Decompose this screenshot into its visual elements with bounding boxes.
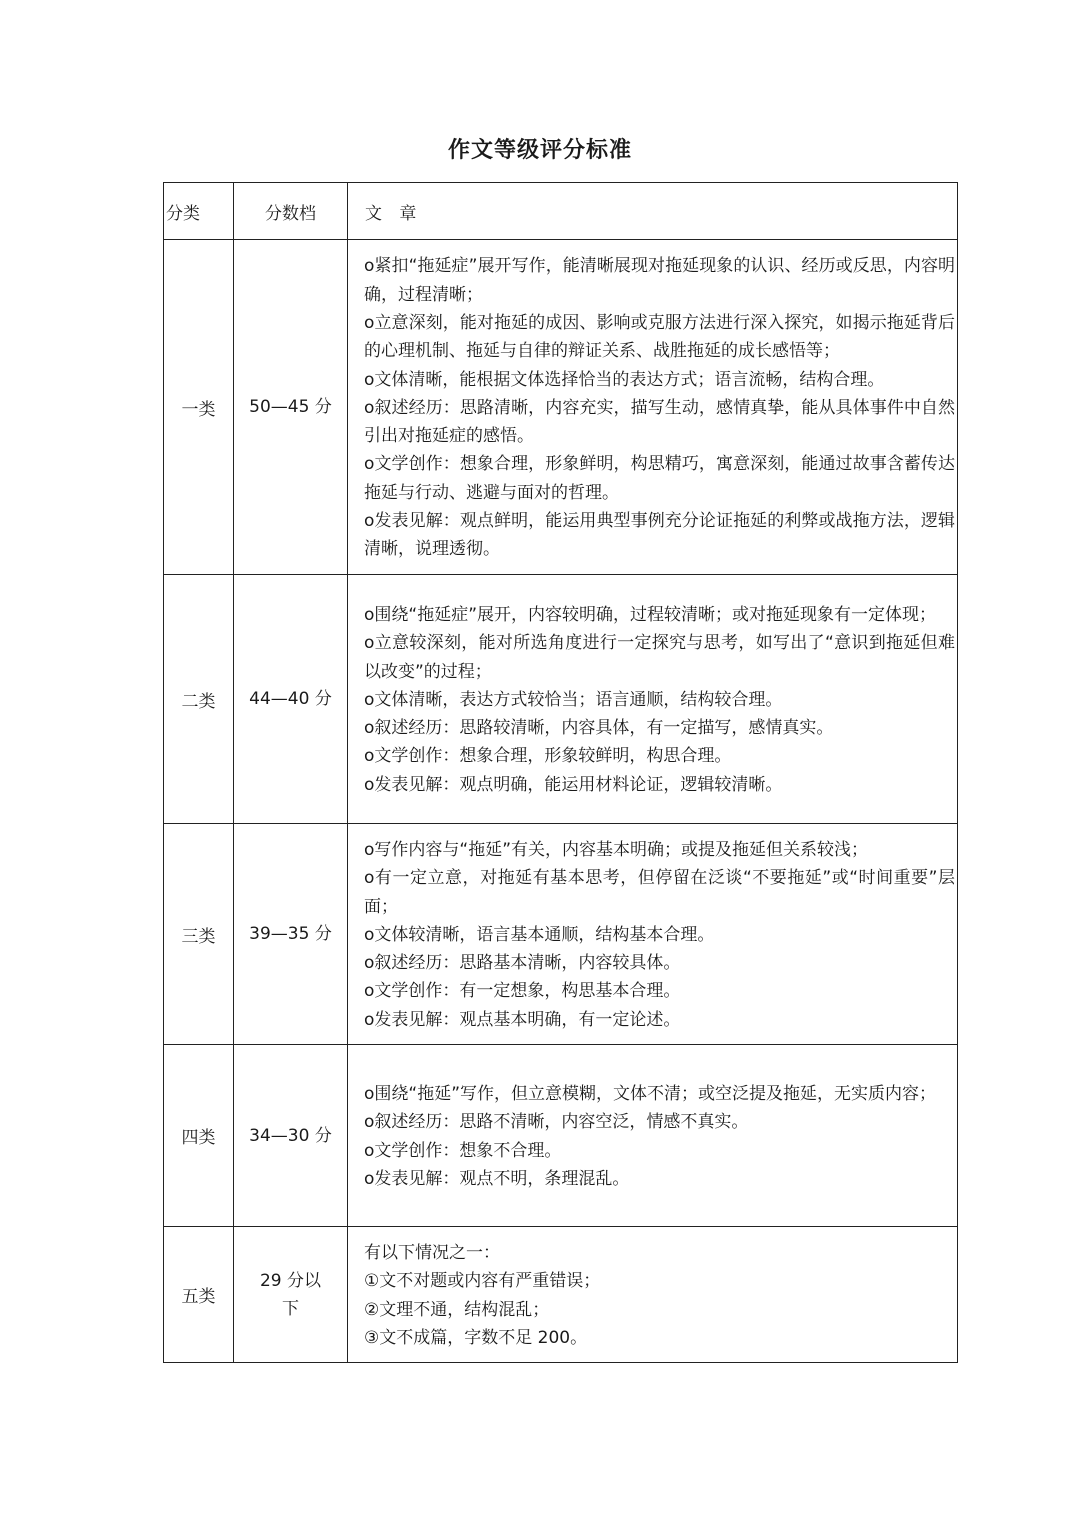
table-header-row <box>164 183 958 240</box>
criteria-item: o围绕“拖延”写作，但立意模糊，文体不清；或空泛提及拖延，无实质内容； <box>364 1083 937 1104</box>
criteria-item: o文学创作：有一定想象，构思基本合理。 <box>364 981 681 1002</box>
category-cell: 二类 <box>164 575 234 824</box>
table-row <box>164 240 958 575</box>
criteria-item: o发表见解：观点基本明确，有一定论述。 <box>364 1009 681 1030</box>
criteria-item: o立意较深刻，能对所选角度进行一定探究与思考，如写出了“意识到拖延但难以改变”的过程； <box>364 633 955 682</box>
category-cell: 四类 <box>164 1045 234 1227</box>
criteria-item: o文体较清晰，语言基本通顺，结构基本合理。 <box>364 924 715 945</box>
category-cell: 一类 <box>164 240 234 575</box>
criteria-item: o有一定立意，对拖延有基本思考，但停留在泛谈“不要拖延”或“时间重要”层面； <box>364 868 955 917</box>
table-row <box>164 575 958 824</box>
score-cell: 50—45 分 <box>234 240 348 575</box>
criteria-item: o围绕“拖延症”展开，内容较明确，过程较清晰；或对拖延现象有一定体现； <box>364 604 937 625</box>
criteria-item: o叙述经历：思路清晰，内容充实，描写生动，感情真挚，能从具体事件中自然引出对拖延症的感悟。 <box>364 397 955 447</box>
criteria-item: o发表见解：观点不明，条理混乱。 <box>364 1168 630 1189</box>
table-row <box>164 1045 958 1227</box>
criteria-item: ③文不成篇，字数不足 200。 <box>364 1327 588 1348</box>
category-cell: 三类 <box>164 824 234 1045</box>
header-article: 文 章 <box>348 183 958 240</box>
score-cell: 39—35 分 <box>234 824 348 1045</box>
header-category: 分类 <box>164 183 234 240</box>
criteria-item: o文体清晰，能根据文体选择恰当的表达方式；语言流畅，结构合理。 <box>364 369 885 390</box>
criteria-item: ①文不对题或内容有严重错误； <box>364 1271 601 1292</box>
criteria-item: o文体清晰，表达方式较恰当；语言通顺，结构较合理。 <box>364 689 783 710</box>
criteria-cell <box>348 1227 958 1363</box>
criteria-item: o发表见解：观点鲜明，能运用典型事例充分论证拖延的利弊或战拖方法，逻辑清晰，说理透彻。 <box>364 511 955 560</box>
table-row <box>164 1227 958 1363</box>
category-cell: 五类 <box>164 1227 234 1363</box>
criteria-cell <box>348 240 958 575</box>
criteria-item: 有以下情况之一： <box>364 1243 500 1264</box>
criteria-item: o发表见解：观点明确，能运用材料论证，逻辑较清晰。 <box>364 774 783 795</box>
criteria-item: ②文理不通，结构混乱； <box>364 1299 550 1320</box>
score-cell: 29 分以下 <box>234 1227 348 1363</box>
header-score-band: 分数档 <box>234 183 348 240</box>
criteria-item: o紧扣“拖延症”展开写作，能清晰展现对拖延现象的认识、经历或反思，内容明确，过程清晰； <box>364 256 955 305</box>
criteria-cell <box>348 1045 958 1227</box>
criteria-item: o叙述经历：思路较清晰，内容具体，有一定描写，感情真实。 <box>364 718 834 739</box>
criteria-item: o写作内容与“拖延”有关，内容基本明确；或提及拖延但关系较浅； <box>364 840 869 860</box>
criteria-item: o文学创作：想象合理，形象较鲜明，构思合理。 <box>364 746 732 767</box>
criteria-item: o叙述经历：思路基本清晰，内容较具体。 <box>364 953 681 974</box>
criteria-item: o文学创作：想象不合理。 <box>364 1140 562 1161</box>
criteria-cell <box>348 824 958 1045</box>
score-cell: 44—40 分 <box>234 575 348 824</box>
criteria-cell <box>348 575 958 824</box>
table-row <box>164 824 958 1045</box>
grading-rubric-table <box>163 182 958 1363</box>
document-title: 作文等级评分标准 <box>447 138 632 163</box>
criteria-item: o立意深刻，能对拖延的成因、影响或克服方法进行深入探究，如揭示拖延背后的心理机制、拖延与自律的辩证关系、战胜拖延的成长感悟等； <box>364 312 955 362</box>
score-cell: 34—30 分 <box>234 1045 348 1227</box>
criteria-item: o叙述经历：思路不清晰，内容空泛，情感不真实。 <box>364 1112 749 1133</box>
criteria-item: o文学创作：想象合理，形象鲜明，构思精巧，寓意深刻，能通过故事含蓄传达拖延与行动、逃避与面对的哲理。 <box>364 454 955 503</box>
